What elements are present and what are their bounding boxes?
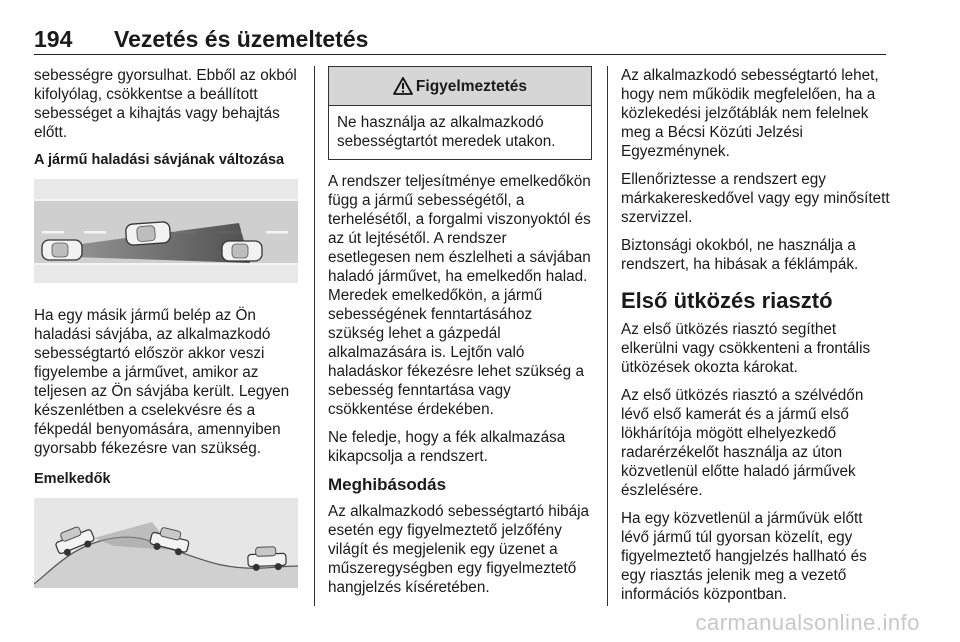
car-ego: [42, 240, 82, 260]
hills-paragraph: A rendszer teljesítménye emelkedőkön függ a jármű sebességétől, a terhelésétől, a forgalmi viszonyoktól és az út lejtésétől. A rendszer esetlegesen nem észlelheti a sávjában haladó járművet, ha emelkedőn halad. Meredek emelkedőkön, a jármű sebességének fenntartásához szükség lehet a gázpedál alkalmazására is. Lejtőn való haladáskor fékezésre lehet szükség a sebesség fenntartása vagy csökkentése érdekében.: [328, 173, 591, 418]
lane-change-paragraph: Ha egy másik jármű belép az Ön haladási sávjába, az alkalmazkodó sebességtartó először akkor veszi figyelembe a járművet, amikor az teljesen az Ön sávjába került. Legyen készenlétben a cselekvésre és a fékpedál benyomására, amennyiben gyorsabb fékezésre van szükség.: [34, 307, 290, 457]
section-title: Első ütközés riasztó: [621, 288, 833, 313]
fcw-intro-paragraph: Az első ütközés riasztó segíthet elkerülni vagy csökkenteni a frontális ütközések okozta károkat.: [621, 321, 871, 376]
page-number: 194: [34, 26, 73, 52]
column-1: [34, 66, 302, 611]
column-divider-2: [607, 66, 608, 606]
brake-lights-paragraph: Biztonsági okokból, ne használja a rendszert, ha hibásak a féklámpák.: [621, 237, 859, 273]
fault-heading: Meghibásodás: [328, 475, 447, 494]
header-rule: [34, 54, 886, 55]
watermark: carmanualsonline.info: [695, 610, 920, 635]
fcw-sensors-paragraph: Az első ütközés riasztó a szélvédőn lévő első kamerát és a jármű első lökhárítója mögött elhelyezkedő radarérzékelőt használja az úton közvetlenül előtte haladó járművek észlelésére.: [621, 387, 864, 499]
column-2: [328, 66, 592, 606]
brake-paragraph: Ne feledje, hogy a fék alkalmazása kikapcsolja a rendszert.: [328, 429, 566, 465]
hills-heading: Emelkedők: [34, 471, 111, 487]
warning-text: Ne használja az alkalmazkodó sebességtartót meredek utakon.: [337, 114, 556, 150]
warning-header: [329, 67, 591, 106]
warning-triangle-icon: [393, 77, 413, 95]
fcw-alert-paragraph: Ha egy közvetlenül a járművük előtt lévő jármű túl gyorsan közelít, egy figyelmeztető hangjelzés hallható és egy riasztás jelenik meg a vezető információs központban.: [621, 510, 867, 603]
warning-box: [328, 66, 592, 160]
column-divider-1: [314, 66, 315, 606]
intro-paragraph: sebességre gyorsulhat. Ebből az okból kifolyólag, csökkentse a beállított sebességet a kihajtás vagy behajtás előtt.: [34, 67, 297, 141]
page-title: Vezetés és üzemeltetés: [114, 26, 369, 52]
hills-illustration: [34, 498, 298, 588]
column-3: [621, 66, 891, 613]
lane-change-heading: A jármű haladási sávjának változása: [34, 152, 285, 168]
car-cutting-in: [125, 221, 170, 245]
car-ahead: [222, 241, 262, 261]
warning-title: Figyelmeztetés: [415, 77, 528, 95]
lane-change-illustration: [34, 179, 298, 283]
signs-paragraph: Az alkalmazkodó sebességtartó lehet, hogy nem működik megfelelően, ha a közlekedési jelzőtáblák nem felelnek meg a Bécsi Közúti Jelzési Egyezménynek.: [621, 67, 879, 160]
fault-paragraph: Az alkalmazkodó sebességtartó hibája esetén egy figyelmeztető jelzőfény világít és megjelenik egy üzenet a műszeregységben egy figyelmeztető hangjelzés kíséretében.: [328, 503, 590, 596]
service-paragraph: Ellenőriztesse a rendszert egy márkakereskedővel vagy egy minősített szervizzel.: [621, 171, 890, 226]
